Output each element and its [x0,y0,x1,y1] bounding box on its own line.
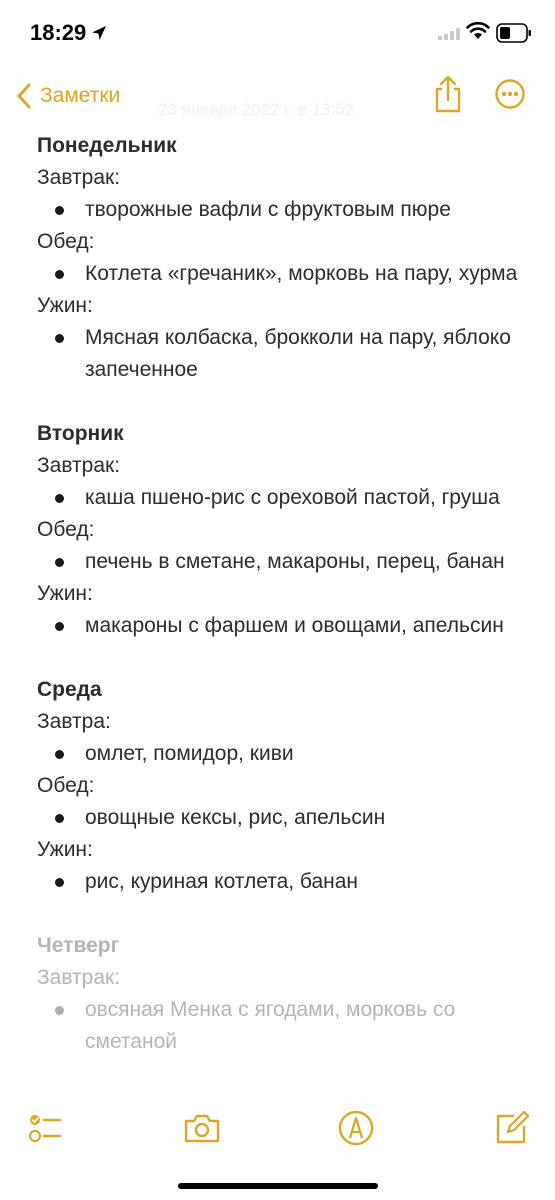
bullet-icon [55,334,64,343]
meal-label: Завтра: [37,710,111,733]
meal-item-list [37,610,537,642]
list-item [37,738,537,770]
meal-label: Обед: [37,230,95,253]
list-item [37,994,537,1058]
meal-item-list [37,482,537,514]
day-section [37,674,537,898]
meal-item-list [37,322,537,386]
bullet-icon [55,622,64,631]
wifi-icon [466,22,490,40]
bullet-icon [55,814,64,823]
back-button-label: Заметки [40,84,121,107]
camera-icon [182,1108,222,1148]
list-item [37,546,537,578]
checklist-button[interactable] [26,1108,66,1148]
list-item [37,482,537,514]
meal-item-list [37,802,537,834]
list-item [37,322,537,386]
meal-label: Ужин: [37,838,93,861]
more-button[interactable] [494,78,526,115]
share-icon [432,74,464,114]
camera-button[interactable] [182,1108,222,1148]
list-item-text: Котлета «гречаник», морковь на пару, хурма [85,262,518,285]
compose-icon [492,1108,532,1148]
bullet-icon [55,878,64,887]
list-item [37,802,537,834]
list-item-text: творожные вафли с фруктовым пюре [85,198,451,221]
bullet-icon [55,558,64,567]
bullet-icon [55,1006,64,1015]
note-body[interactable] [37,130,537,1130]
checklist-icon [26,1108,66,1148]
bullet-icon [55,494,64,503]
note-date: 23 января 2022 г. в 13:52 [158,100,355,119]
meal-label: Ужин: [37,582,93,605]
home-indicator [178,1183,378,1189]
day-section [37,930,537,1058]
bullet-icon [55,206,64,215]
list-item [37,258,537,290]
list-item [37,610,537,642]
chevron-left-icon [16,82,32,110]
day-title: Вторник [37,422,124,445]
list-item [37,866,537,898]
bullet-icon [55,270,64,279]
meal-label: Завтрак: [37,966,121,989]
day-title: Четверг [37,934,120,957]
meal-item-list [37,258,537,290]
back-button[interactable] [16,78,120,114]
status-time: 18:29 [30,20,87,45]
day-section [37,418,537,642]
meal-item-list [37,866,537,898]
list-item-text: Мясная колбаска, брокколи на пару, яблоко запеченное [85,326,511,381]
day-title: Понедельник [37,134,177,157]
share-button[interactable] [432,74,464,119]
status-bar [0,0,555,70]
list-item-text: рис, куриная котлета, банан [85,870,359,893]
meal-item-list [37,194,537,226]
meal-label: Завтрак: [37,454,121,477]
list-item-text: печень в сметане, макароны, перец, банан [85,550,505,573]
meal-item-list [37,738,537,770]
battery-icon [496,23,532,43]
list-item-text: овсяная Менка с ягодами, морковь со сметаной [85,998,456,1053]
meal-label: Ужин: [37,294,93,317]
navigation-bar [0,70,555,126]
list-item-text: овощные кексы, рис, апельсин [85,806,386,829]
day-title: Среда [37,678,102,701]
bullet-icon [55,750,64,759]
day-section [37,130,537,386]
meal-label: Завтрак: [37,166,121,189]
list-item-text: омлет, помидор, киви [85,742,294,765]
meal-item-list [37,546,537,578]
markup-button[interactable] [336,1108,376,1148]
compose-button[interactable] [492,1108,532,1148]
list-item-text: макароны с фаршем и овощами, апельсин [85,614,504,637]
bottom-toolbar [0,1100,555,1160]
meal-item-list [37,994,537,1058]
markup-pen-icon [336,1108,376,1148]
more-icon [494,78,526,110]
list-item-text: каша пшено-рис с ореховой пастой, груша [85,486,500,509]
list-item [37,194,537,226]
meal-label: Обед: [37,518,95,541]
cellular-signal-icon [438,28,462,40]
location-arrow-icon [90,24,108,42]
meal-label: Обед: [37,774,95,797]
